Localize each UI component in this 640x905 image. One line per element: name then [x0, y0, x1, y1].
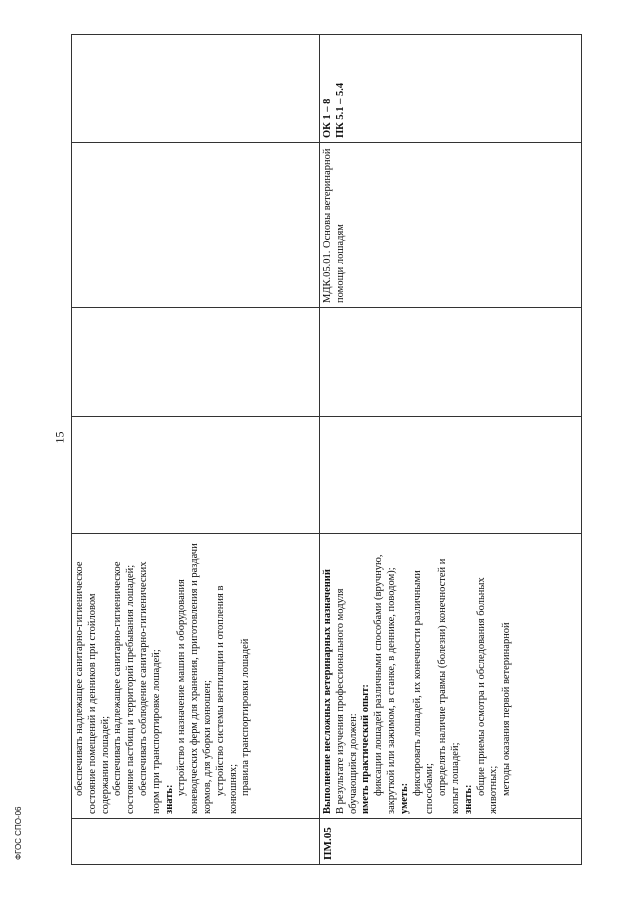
- hours-required-cell: [72, 308, 320, 417]
- code-cell: [72, 819, 320, 865]
- description-line: определять наличие травмы (болезни) конечностей и копыт лошадей;: [437, 558, 461, 814]
- table-row: [72, 35, 320, 865]
- code-cell: ПМ.05: [320, 819, 582, 865]
- footer-code: ФГОС СПО-06: [14, 806, 23, 860]
- description-line: методы оказания первой ветеринарной: [501, 622, 513, 796]
- page-number: 15: [52, 431, 67, 444]
- description-line: В результате изучения профессионального модуля обучающийся должен:: [334, 588, 359, 814]
- description-line: обеспечивать надлежащее санитарно-гигиеническое состояние помещений и денников при стойловом содержании лошадей;: [74, 561, 111, 814]
- description-line: фиксации лошадей различными способами (вручную, закруткой или зажимом, в станке, в деннике, поводом);: [373, 554, 397, 814]
- description-line: знать:: [462, 784, 474, 814]
- competencies-cell: [72, 35, 320, 143]
- description-cell: [320, 534, 582, 819]
- description-line: фиксировать лошадей, их конечности различными способами;: [411, 570, 436, 814]
- description-line: Выполнение несложных ветеринарных назначений: [322, 569, 333, 814]
- competencies-cell: [320, 35, 582, 143]
- description-line: общие приемы осмотра и обследования больных животных;: [475, 577, 500, 814]
- hours-required-cell: [320, 308, 582, 417]
- description-line: обеспечивать соблюдение санитарно-гигиенических норм при транспортировке лошадей;: [137, 561, 162, 814]
- competency-ok: ОК 1 – 8: [322, 98, 333, 138]
- description-line: обеспечивать надлежащее санитарно-гигиеническое состояние пастбищ и территорий пребывания лошадей;: [112, 561, 137, 814]
- description-line: иметь практический опыт:: [360, 684, 372, 814]
- hours-total-cell: [72, 417, 320, 534]
- description-line: уметь:: [398, 782, 410, 814]
- competency-table-sheet: [71, 35, 581, 865]
- description-line: устройство и назначение машин и оборудования коневодческих ферм для хранения, приготовления и раздачи кормов, для уборки конюшен;: [176, 543, 213, 814]
- competency-table: [71, 34, 582, 865]
- description-line: устройство системы вентиляции и отопления в конюшнях;: [214, 585, 239, 814]
- competency-pk: ПК 5.1 – 5.4: [334, 82, 346, 138]
- course-cell: [72, 143, 320, 308]
- table-row: [320, 35, 582, 865]
- description-line: знать:: [163, 784, 175, 814]
- description-cell: [72, 534, 320, 819]
- course-cell: МДК.05.01. Основы ветеринарной помощи лошадям: [320, 143, 582, 308]
- description-line: правила транспортировки лошадей: [240, 638, 252, 796]
- hours-total-cell: [320, 417, 582, 534]
